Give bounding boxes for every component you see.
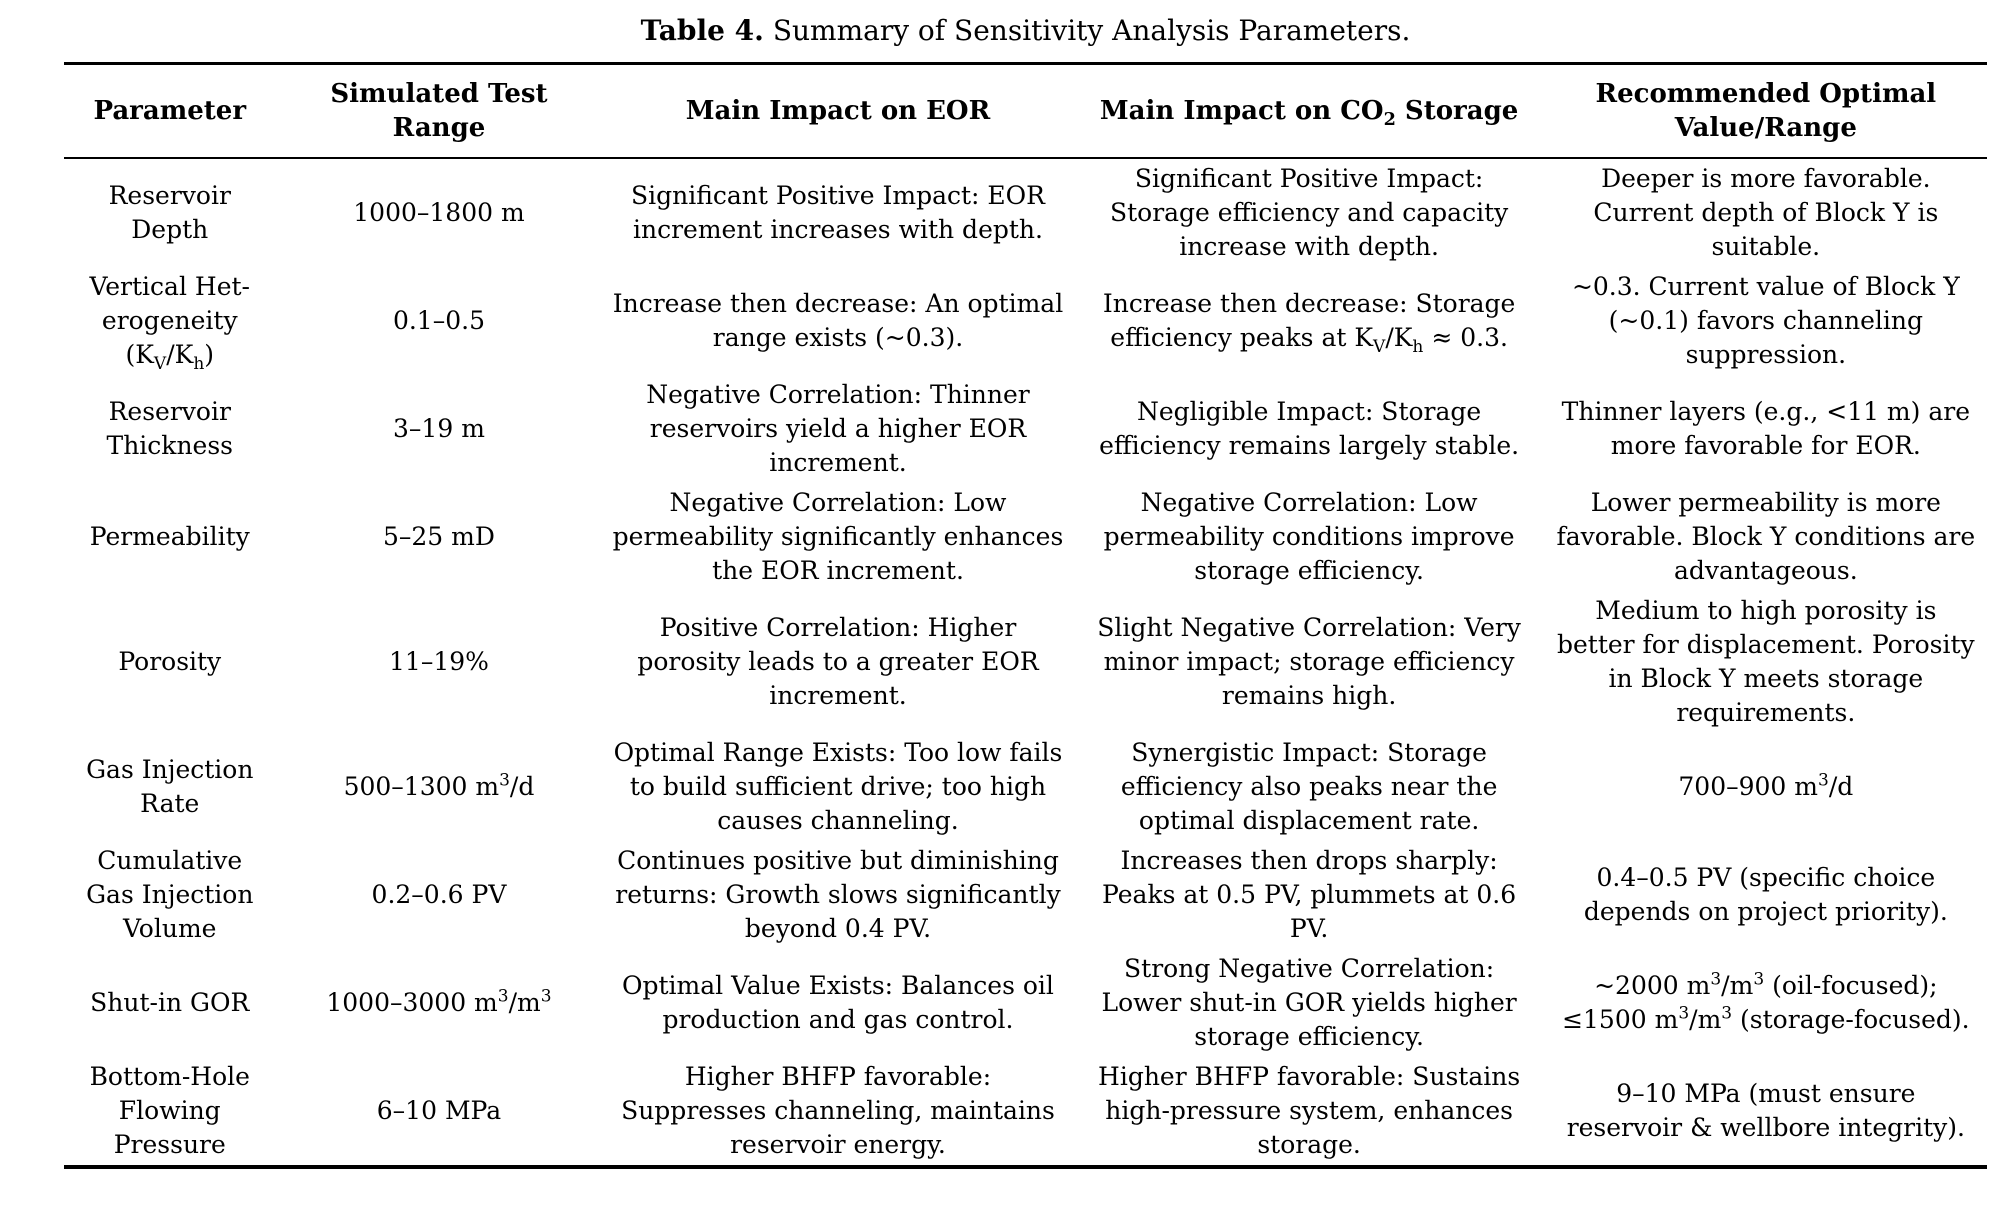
cell-parameter: Reservoir Depth xyxy=(108,181,231,244)
cell-storage: Higher BHFP favorable: Sustains high-pressure system, enhances storage. xyxy=(1098,1062,1521,1159)
cell-parameter: Gas Injection Rate xyxy=(86,755,254,818)
table-row xyxy=(64,733,1987,841)
cell-storage: Negligible Impact: Storage efficiency remains largely stable. xyxy=(1099,397,1520,460)
cell-storage: Negative Correlation: Low permeability conditions improve storage efficiency. xyxy=(1103,488,1515,585)
table-row xyxy=(64,375,1987,483)
cell-range: 3–19 m xyxy=(393,414,485,443)
table-row xyxy=(64,949,1987,1057)
cell-parameter: Reservoir Thickness xyxy=(106,397,233,460)
cell-parameter: Bottom-Hole Flowing Pressure xyxy=(89,1062,250,1159)
cell-range: 5–25 mD xyxy=(383,522,495,551)
cell-range: 11–19% xyxy=(389,647,489,676)
table-row xyxy=(64,267,1987,375)
cell-parameter: Cumulative Gas Injection Volume xyxy=(86,846,254,943)
cell-parameter: Shut-in GOR xyxy=(90,988,250,1017)
cell-range: 1000–1800 m xyxy=(353,198,525,227)
cell-range: 500–1300 $m^3/d$ xyxy=(343,770,535,801)
cell-range: 0.2–0.6 PV xyxy=(371,880,507,909)
sensitivity-analysis-table xyxy=(64,62,1987,1169)
cell-eor: Increase then decrease: An optimal range exists (~0.3). xyxy=(612,289,1064,352)
cell-recommended: ~2000 $m^3/m^3$ (oil-focused); ≤1500 $m^3/m^3$ (storage-focused). xyxy=(1562,969,1970,1034)
column-header-range: Simulated Test Range xyxy=(330,79,548,143)
cell-recommended: 700–900 $m^3/d$ xyxy=(1678,770,1854,801)
table-body xyxy=(64,158,1987,1167)
cell-storage: Strong Negative Correlation: Lower shut-in GOR yields higher storage efficiency. xyxy=(1101,954,1517,1051)
header-row xyxy=(64,64,1987,159)
cell-recommended: Lower permeability is more favorable. Block Y conditions are advantageous. xyxy=(1556,488,1976,585)
table-row xyxy=(64,1057,1987,1167)
cell-storage: Synergistic Impact: Storage efficiency also peaks near the optimal displacement rate. xyxy=(1120,738,1498,835)
cell-recommended: 9–10 MPa (must ensure reservoir & wellbore integrity). xyxy=(1566,1079,1965,1142)
column-header-eor: Main Impact on EOR xyxy=(685,96,991,126)
cell-parameter: Porosity xyxy=(118,647,222,676)
table-header xyxy=(64,64,1987,159)
cell-recommended: Deeper is more favorable. Current depth of Block Y is suitable. xyxy=(1593,164,1939,261)
cell-parameter: Permeability xyxy=(89,522,250,551)
cell-eor: Continues positive but diminishing returns: Growth slows significantly beyond 0.4 PV. xyxy=(615,846,1061,943)
cell-recommended: 0.4–0.5 PV (specific choice depends on project priority). xyxy=(1583,863,1948,926)
cell-eor: Optimal Value Exists: Balances oil production and gas control. xyxy=(622,971,1054,1034)
table-row xyxy=(64,483,1987,591)
cell-storage: Increases then drops sharply: Peaks at 0.5 PV, plummets at 0.6 PV. xyxy=(1102,846,1517,943)
cell-eor: Negative Correlation: Thinner reservoirs yield a higher EOR increment. xyxy=(646,380,1030,477)
cell-eor: Positive Correlation: Higher porosity leads to a greater EOR increment. xyxy=(637,613,1039,710)
cell-range: 1000–3000 $m^3/m^3$ xyxy=(326,986,552,1017)
cell-recommended: Thinner layers (e.g., <11 m) are more favorable for EOR. xyxy=(1561,397,1970,460)
table-row xyxy=(64,841,1987,949)
cell-storage: Slight Negative Correlation: Very minor impact; storage efficiency remains high. xyxy=(1097,613,1521,710)
cell-range: 6–10 MPa xyxy=(376,1096,502,1125)
column-header-parameter: Parameter xyxy=(93,96,247,126)
cell-parameter: Vertical Het- erogeneity $(K_V/K_h)$ xyxy=(89,272,250,374)
cell-range: 0.1–0.5 xyxy=(392,306,485,335)
table-caption xyxy=(160,12,1891,50)
cell-recommended: Medium to high porosity is better for displacement. Porosity in Block Y meets storage requirements. xyxy=(1556,596,1975,727)
table-row xyxy=(64,591,1987,733)
column-header-storage: Main Impact on $CO_2$ Storage xyxy=(1099,96,1519,131)
table-caption-label: Table 4. xyxy=(640,14,764,47)
cell-eor: Higher BHFP favorable: Suppresses channeling, maintains reservoir energy. xyxy=(621,1062,1055,1159)
column-header-recommended: Recommended Optimal Value/Range xyxy=(1595,79,1937,143)
table-caption-text: Summary of Sensitivity Analysis Parameters. xyxy=(763,14,1411,47)
cell-eor: Optimal Range Exists: Too low fails to build sufficient drive; too high causes channeling. xyxy=(613,738,1063,835)
cell-storage: Increase then decrease: Storage efficiency peaks at $K_V/K_h \approx 0.3$. xyxy=(1102,289,1516,357)
cell-storage: Significant Positive Impact: Storage efficiency and capacity increase with depth. xyxy=(1109,164,1509,261)
table-row xyxy=(64,158,1987,267)
cell-recommended: ~0.3. Current value of Block Y (~0.1) favors channeling suppression. xyxy=(1571,272,1960,369)
cell-eor: Negative Correlation: Low permeability significantly enhances the EOR increment. xyxy=(612,488,1064,585)
cell-eor: Significant Positive Impact: EOR increment increases with depth. xyxy=(631,181,1045,244)
